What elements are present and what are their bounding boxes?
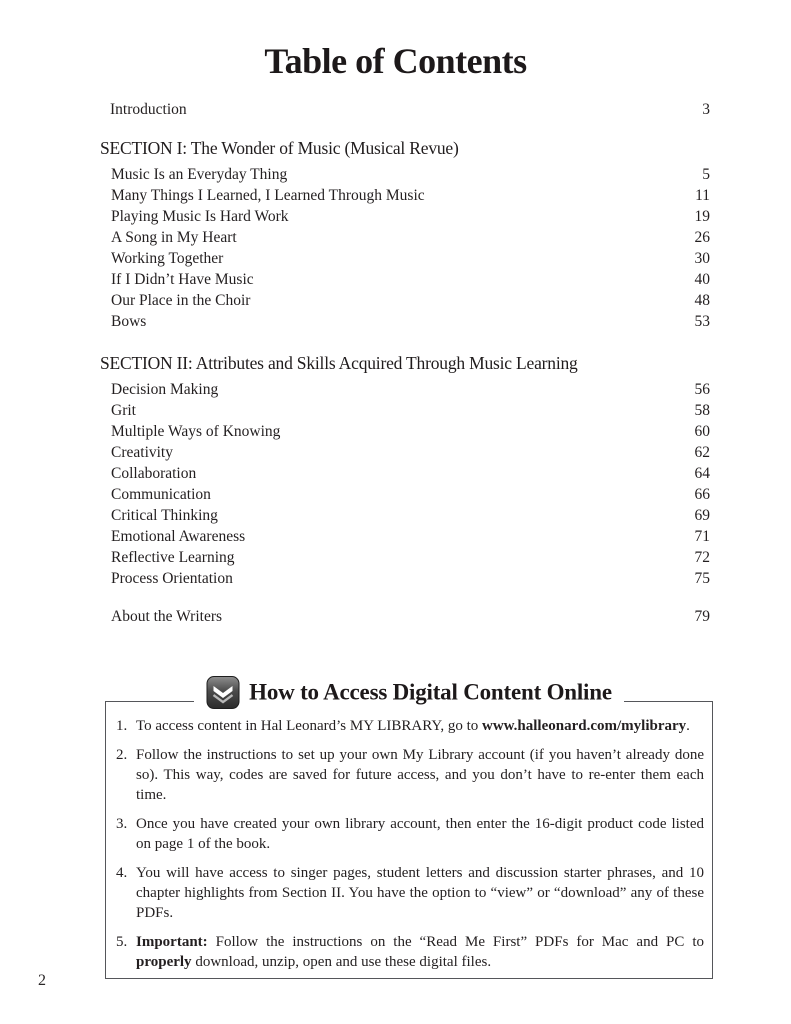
toc-entry-label: Reflective Learning bbox=[111, 549, 235, 566]
section-2-entries bbox=[100, 379, 710, 589]
toc-row bbox=[100, 505, 710, 526]
step-text-bold: properly bbox=[136, 954, 192, 970]
toc-entry-page: 60 bbox=[694, 423, 710, 440]
toc-entry-page: 40 bbox=[694, 271, 710, 288]
toc-entry-label: About the Writers bbox=[111, 608, 223, 625]
digital-access-box bbox=[105, 679, 713, 979]
toc-row-introduction bbox=[100, 99, 710, 120]
toc-entry-label: Creativity bbox=[111, 444, 173, 461]
step-number: 5. bbox=[116, 934, 128, 950]
toc-entry-label: Communication bbox=[111, 486, 211, 503]
step-text-bold: Important: bbox=[136, 934, 208, 950]
toc-row bbox=[100, 442, 710, 463]
toc-row bbox=[100, 547, 710, 568]
step-text-bold-url: www.halleonard.com/mylibrary bbox=[481, 718, 687, 734]
toc-row bbox=[100, 311, 710, 332]
toc-entry-page: 19 bbox=[694, 208, 710, 225]
toc-entry-page: 75 bbox=[694, 570, 710, 587]
toc-entry-label: Introduction bbox=[110, 101, 187, 118]
step-text: Once you have created your own library account, then enter the 16-digit product code listed on page 1 of the book. bbox=[136, 816, 704, 852]
toc-entry-label: If I Didn’t Have Music bbox=[111, 271, 254, 288]
toc-row bbox=[100, 164, 710, 185]
toc-row bbox=[100, 484, 710, 505]
step-number: 3. bbox=[116, 816, 128, 832]
access-step-3 bbox=[116, 814, 704, 854]
toc-entry-label: Process Orientation bbox=[111, 570, 233, 587]
toc-entry-page: 66 bbox=[694, 486, 710, 503]
step-text: . bbox=[686, 718, 690, 734]
toc-row bbox=[100, 206, 710, 227]
step-text: download, unzip, open and use these digital files. bbox=[191, 954, 492, 970]
toc-entry-page: 64 bbox=[694, 465, 710, 482]
toc-entry-page: 58 bbox=[694, 402, 710, 419]
toc-row bbox=[100, 421, 710, 442]
access-step-2 bbox=[116, 745, 704, 805]
toc-row bbox=[100, 400, 710, 421]
toc-entry-page: 69 bbox=[694, 507, 710, 524]
toc-entry-label: Collaboration bbox=[111, 465, 197, 482]
toc-entry-page: 3 bbox=[702, 101, 710, 118]
step-number: 4. bbox=[116, 865, 128, 881]
access-step-5 bbox=[116, 932, 704, 972]
toc-entry-page: 30 bbox=[694, 250, 710, 267]
toc-entry-page: 53 bbox=[694, 313, 710, 330]
page-number: 2 bbox=[38, 972, 46, 989]
toc-entry-label: Critical Thinking bbox=[111, 507, 218, 524]
toc-entry-page: 62 bbox=[694, 444, 710, 461]
toc-row bbox=[100, 526, 710, 547]
download-library-icon bbox=[206, 676, 240, 710]
step-text: Follow the instructions on the “Read Me First” PDFs for Mac and PC to bbox=[207, 934, 704, 950]
toc-row-about-the-writers bbox=[100, 606, 710, 627]
toc-entry-label: A Song in My Heart bbox=[111, 229, 237, 246]
toc-entry-page: 71 bbox=[694, 528, 710, 545]
toc-row bbox=[100, 568, 710, 589]
toc-row bbox=[100, 290, 710, 311]
access-step-4 bbox=[116, 863, 704, 923]
toc-entry-page: 26 bbox=[694, 229, 710, 246]
section-2-heading: SECTION II: Attributes and Skills Acquired Through Music Learning bbox=[100, 353, 578, 373]
toc-entry-label: Many Things I Learned, I Learned Through Music bbox=[111, 187, 425, 204]
toc-entry-label: Multiple Ways of Knowing bbox=[111, 423, 281, 440]
toc-entry-label: Emotional Awareness bbox=[111, 528, 246, 545]
toc-entry-label: Our Place in the Choir bbox=[111, 292, 251, 309]
step-number: 2. bbox=[116, 747, 128, 763]
toc-entry-label: Music Is an Everyday Thing bbox=[111, 166, 288, 183]
toc-entry-label: Decision Making bbox=[111, 381, 219, 398]
access-instructions-list bbox=[116, 716, 704, 972]
toc-row bbox=[100, 185, 710, 206]
toc-row bbox=[100, 227, 710, 248]
step-number: 1. bbox=[116, 718, 128, 734]
step-text: To access content in Hal Leonard’s MY LIBRARY, go to bbox=[136, 718, 482, 734]
toc-row bbox=[100, 379, 710, 400]
toc-entry-label: Bows bbox=[111, 313, 147, 330]
toc-row bbox=[100, 463, 710, 484]
toc-entry-page: 11 bbox=[695, 187, 710, 204]
toc-entry-label: Working Together bbox=[111, 250, 224, 267]
digital-access-box-heading bbox=[106, 675, 712, 724]
step-text: Follow the instructions to set up your own My Library account (if you haven’t already done so). This way, codes are saved for future access, and you don’t have to re-enter them each time. bbox=[136, 747, 704, 803]
toc-entry-page: 48 bbox=[694, 292, 710, 309]
step-text: You will have access to singer pages, student letters and discussion starter phrases, and 10 chapter highlights from Section II. You have the option to “view” or “download” any of these PDFs. bbox=[136, 865, 704, 921]
toc-row bbox=[100, 269, 710, 290]
toc-entry-page: 56 bbox=[694, 381, 710, 398]
toc-row bbox=[100, 248, 710, 269]
section-1-entries bbox=[100, 164, 710, 332]
table-of-contents bbox=[100, 99, 710, 627]
toc-entry-label: Playing Music Is Hard Work bbox=[111, 208, 289, 225]
toc-entry-label: Grit bbox=[111, 402, 136, 419]
digital-access-title: How to Access Digital Content Online bbox=[249, 679, 612, 705]
toc-entry-page: 79 bbox=[694, 608, 710, 625]
toc-entry-page: 72 bbox=[694, 549, 710, 566]
toc-entry-page: 5 bbox=[702, 166, 710, 183]
section-1-heading: SECTION I: The Wonder of Music (Musical Revue) bbox=[100, 138, 459, 158]
page-title: Table of Contents bbox=[264, 41, 527, 81]
